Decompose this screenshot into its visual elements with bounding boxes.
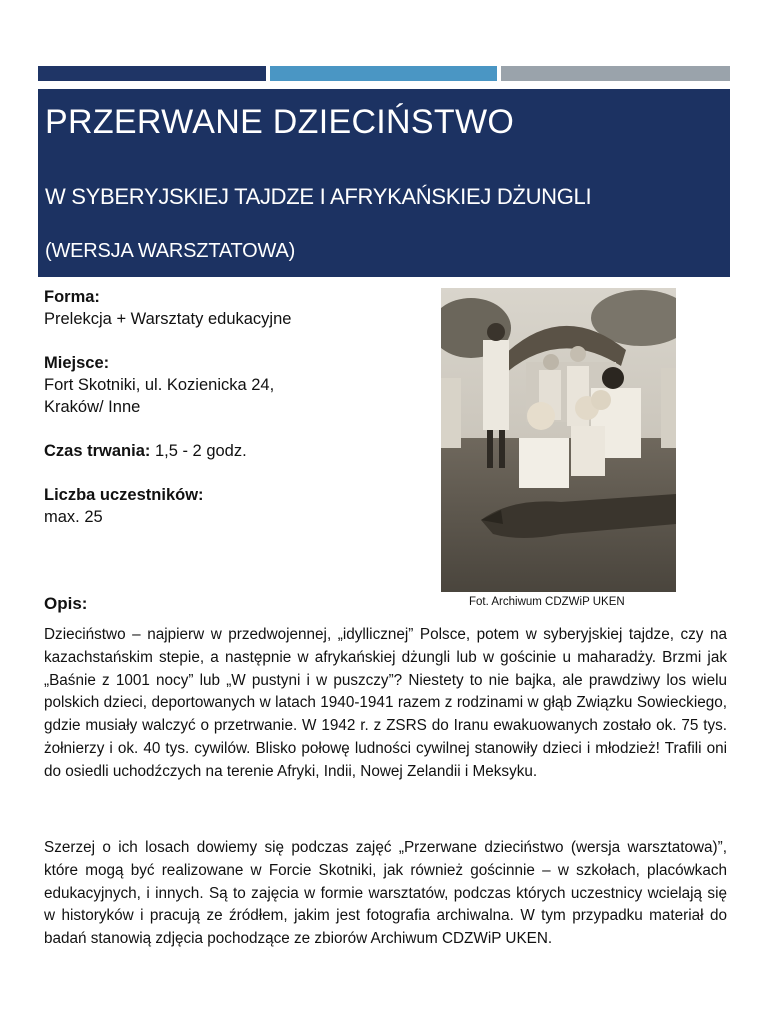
place-label: Miejsce: [44, 354, 110, 372]
participants-block [44, 484, 424, 528]
participants-label: Liczba uczestników: [44, 486, 204, 504]
duration-label: Czas trwania: [44, 442, 151, 460]
archive-photo [441, 288, 676, 592]
place-block [44, 352, 424, 418]
archive-photo-image [441, 288, 676, 592]
participants-value: max. 25 [44, 508, 103, 526]
description-label: Opis: [44, 594, 88, 613]
page-subtitle: W SYBERYJSKIEJ TAJDZE I AFRYKAŃSKIEJ DŻUNGLI [45, 184, 592, 209]
accent-bar-mid [270, 66, 497, 81]
form-value: Prelekcja + Warsztaty edukacyjne [44, 310, 292, 328]
form-block [44, 286, 424, 330]
description-paragraph-1: Dzieciństwo – najpierw w przedwojennej, „idyllicznej” Polsce, potem w syberyjskiej tajdze, czy na kazachstańskim stepie, a następnie w afrykańskiej dżungli lub w gościnie u maharadży. Brzmi jak „Baśnie z 1001 nocy” lub „W pustyni i w puszczy”? Niestety to nie bajka, ale prawdziwy los wielu polskich dzieci, deportowanych w latach 1940-1941 razem z rodzinami w głąb Związku Sowieckiego, gdzie musiały walczyć o przetrwanie. W 1942 r. z ZSRS do Iranu ewakuowanych zostało ok. 75 tys. żołnierzy i ok. 40 tys. cywilów. Blisko połowę ludności cywilnej stanowiły dzieci i młodzież! Trafili oni do osiedli uchodźczych na terenie Afryki, Indii, Nowej Zelandii i Meksyku. [44, 626, 727, 780]
duration-block [44, 440, 424, 462]
photo-caption: Fot. Archiwum CDZWiP UKEN [469, 596, 625, 608]
event-info [44, 286, 424, 550]
description-paragraph-2: Szerzej o ich losach dowiemy się podczas zajęć „Przerwane dzieciństwo (wersja warsztatowa)”, które mogą być realizowane w Forcie Skotniki, jak również gościnnie – w szkołach, placówkach edukacyjnych, i innych. Są to zajęcia w formie warsztatów, podczas których uczestnicy wcielają się w historyków i pracują ze źródłem, jakim jest fotografia archiwalna. W tym przypadku materiał do badań stanowią zdjęcia pochodzące ze zbiorów Archiwum CDZWiP UKEN. [44, 839, 727, 948]
duration-value: 1,5 - 2 godz. [150, 442, 247, 460]
accent-bar-light [501, 66, 730, 81]
place-line-2: Kraków/ Inne [44, 398, 141, 416]
title-banner [38, 89, 730, 277]
accent-bar-dark [38, 66, 266, 81]
place-line-1: Fort Skotniki, ul. Kozienicka 24, [44, 376, 275, 394]
page-title: PRZERWANE DZIECIŃSTWO [45, 103, 515, 141]
version-label: (WERSJA WARSZTATOWA) [45, 240, 296, 262]
form-label: Forma: [44, 288, 100, 306]
